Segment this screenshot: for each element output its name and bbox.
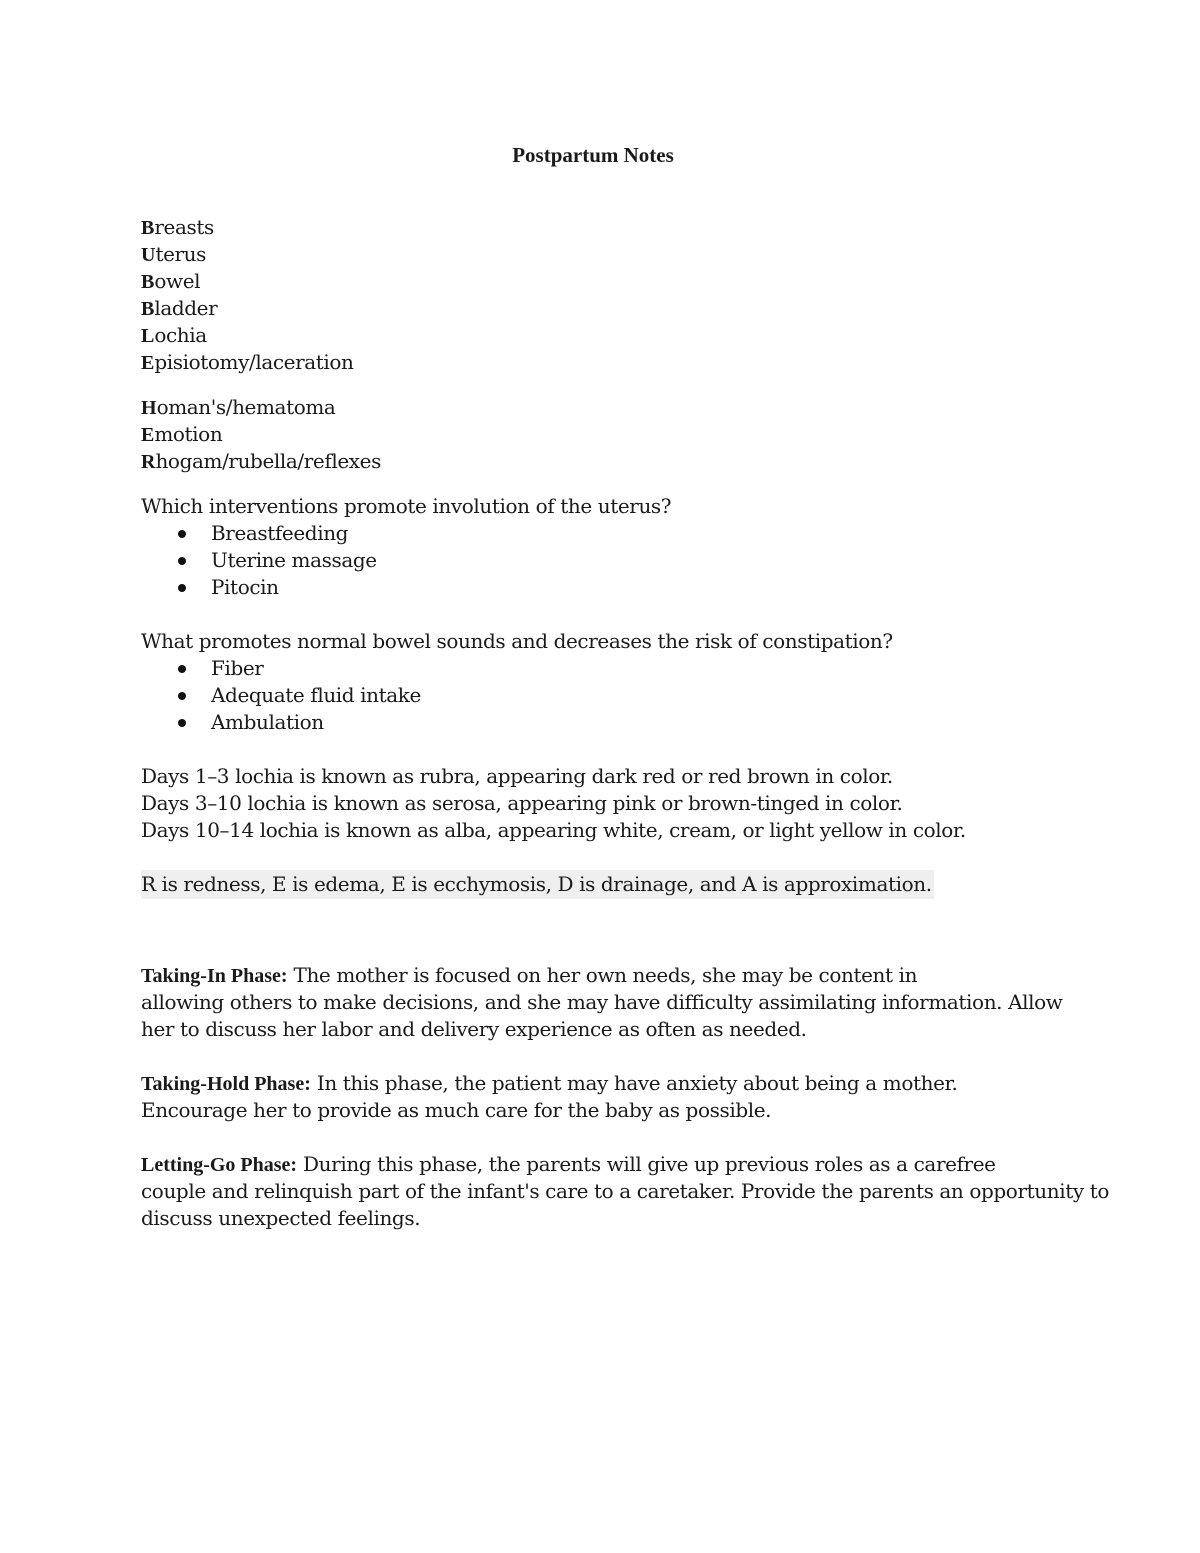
phase-line: couple and relinquish part of the infant's care to a caretaker. Provide the parents an opportunity to (141, 1179, 1109, 1203)
mnemonic-item (141, 268, 1071, 295)
question-text: Which interventions promote involution of the uterus? (141, 494, 672, 518)
bullet-icon (178, 665, 186, 673)
mnemonic-rest: ochia (154, 323, 207, 347)
mnemonic-initial: U (141, 244, 156, 266)
mnemonic-rest: reasts (154, 215, 214, 239)
phase-label: Letting-Go Phase: (141, 1154, 298, 1176)
bullet-list (141, 655, 1071, 736)
list-item (175, 547, 1071, 574)
mnemonic-item (141, 322, 1071, 349)
mnemonic-item (141, 349, 1071, 376)
mnemonic-item (141, 241, 1071, 268)
bullet-icon (178, 584, 186, 592)
phase-taking-in (141, 962, 1071, 1043)
mnemonic-rest: oman's/hematoma (156, 395, 336, 419)
mnemonic-rest: hogam/rubella/reflexes (155, 449, 381, 473)
mnemonic-rest: ladder (154, 296, 218, 320)
phase-letting-go (141, 1151, 1109, 1232)
mnemonic-rest: owel (154, 269, 201, 293)
list-item (175, 709, 1071, 736)
bubble-list (141, 214, 1071, 376)
mnemonic-item (141, 295, 1071, 322)
document-page (141, 140, 1109, 1232)
mnemonic-initial: R (141, 451, 156, 473)
phase-line: her to discuss her labor and delivery experience as often as needed. (141, 1017, 807, 1041)
document-title: Postpartum Notes (512, 143, 674, 167)
mnemonic-rest: pisiotomy/laceration (154, 350, 354, 374)
bullet-icon (178, 692, 186, 700)
mnemonic-item (141, 214, 1071, 241)
spacer (141, 844, 1071, 871)
list-item (175, 655, 1071, 682)
phase-line: discuss unexpected feelings. (141, 1206, 421, 1230)
spacer (141, 1043, 1071, 1070)
mnemonic-rest: terus (155, 242, 207, 266)
lochia-line: Days 10–14 lochia is known as alba, appearing white, cream, or light yellow in color. (141, 818, 966, 842)
question-text: What promotes normal bowel sounds and decreases the risk of constipation? (141, 629, 893, 653)
mnemonic-initial: B (141, 217, 155, 239)
spacer (141, 475, 1071, 493)
lochia-block (141, 763, 1071, 844)
bullet-icon (178, 530, 186, 538)
phase-line: allowing others to make decisions, and she may have difficulty assimilating information. Allow (141, 990, 1063, 1014)
phase-text: The mother is focused on her own needs, she may be content in (287, 963, 918, 987)
phase-line (141, 1070, 1071, 1097)
spacer (141, 1124, 1071, 1151)
list-item-text: Uterine massage (211, 548, 377, 572)
list-item-text: Breastfeeding (211, 521, 349, 545)
her-list (141, 394, 1071, 475)
spacer (141, 736, 1071, 763)
highlighted-text: R is redness, E is edema, E is ecchymosis, D is drainage, and A is approximation. (141, 870, 934, 899)
mnemonic-initial: E (141, 424, 155, 446)
mnemonic-item (141, 421, 1071, 448)
lochia-line: Days 3–10 lochia is known as serosa, appearing pink or brown-tinged in color. (141, 791, 903, 815)
mnemonic-initial: L (141, 325, 155, 347)
phase-label: Taking-In Phase: (141, 965, 288, 987)
phase-text: During this phase, the parents will give up previous roles as a carefree (297, 1152, 996, 1176)
spacer (141, 376, 1071, 394)
list-item (175, 520, 1071, 547)
uterus-question-block (141, 493, 1071, 601)
spacer (141, 898, 1071, 962)
list-item-text: Fiber (211, 656, 264, 680)
lochia-line: Days 1–3 lochia is known as rubra, appearing dark red or red brown in color. (141, 764, 893, 788)
mnemonic-item (141, 448, 1071, 475)
reeda-line (141, 871, 1071, 898)
phase-line (141, 1151, 1071, 1178)
list-item-text: Adequate fluid intake (211, 683, 421, 707)
phase-text: In this phase, the patient may have anxiety about being a mother. (310, 1071, 958, 1095)
mnemonic-rest: motion (154, 422, 223, 446)
mnemonic-initial: E (141, 352, 155, 374)
bullet-icon (178, 557, 186, 565)
bowel-question-block (141, 628, 1071, 736)
mnemonic-item (141, 394, 1071, 421)
spacer (141, 601, 1071, 628)
list-item (175, 682, 1071, 709)
bullet-icon (178, 719, 186, 727)
list-item (175, 574, 1071, 601)
list-item-text: Pitocin (211, 575, 279, 599)
phase-taking-hold (141, 1070, 1071, 1124)
mnemonic-initial: B (141, 298, 155, 320)
phase-line (141, 962, 1071, 989)
list-item-text: Ambulation (211, 710, 324, 734)
phase-label: Taking-Hold Phase: (141, 1073, 311, 1095)
mnemonic-initial: H (141, 397, 157, 419)
phase-line: Encourage her to provide as much care for the baby as possible. (141, 1098, 772, 1122)
mnemonic-initial: B (141, 271, 155, 293)
bullet-list (141, 520, 1071, 601)
